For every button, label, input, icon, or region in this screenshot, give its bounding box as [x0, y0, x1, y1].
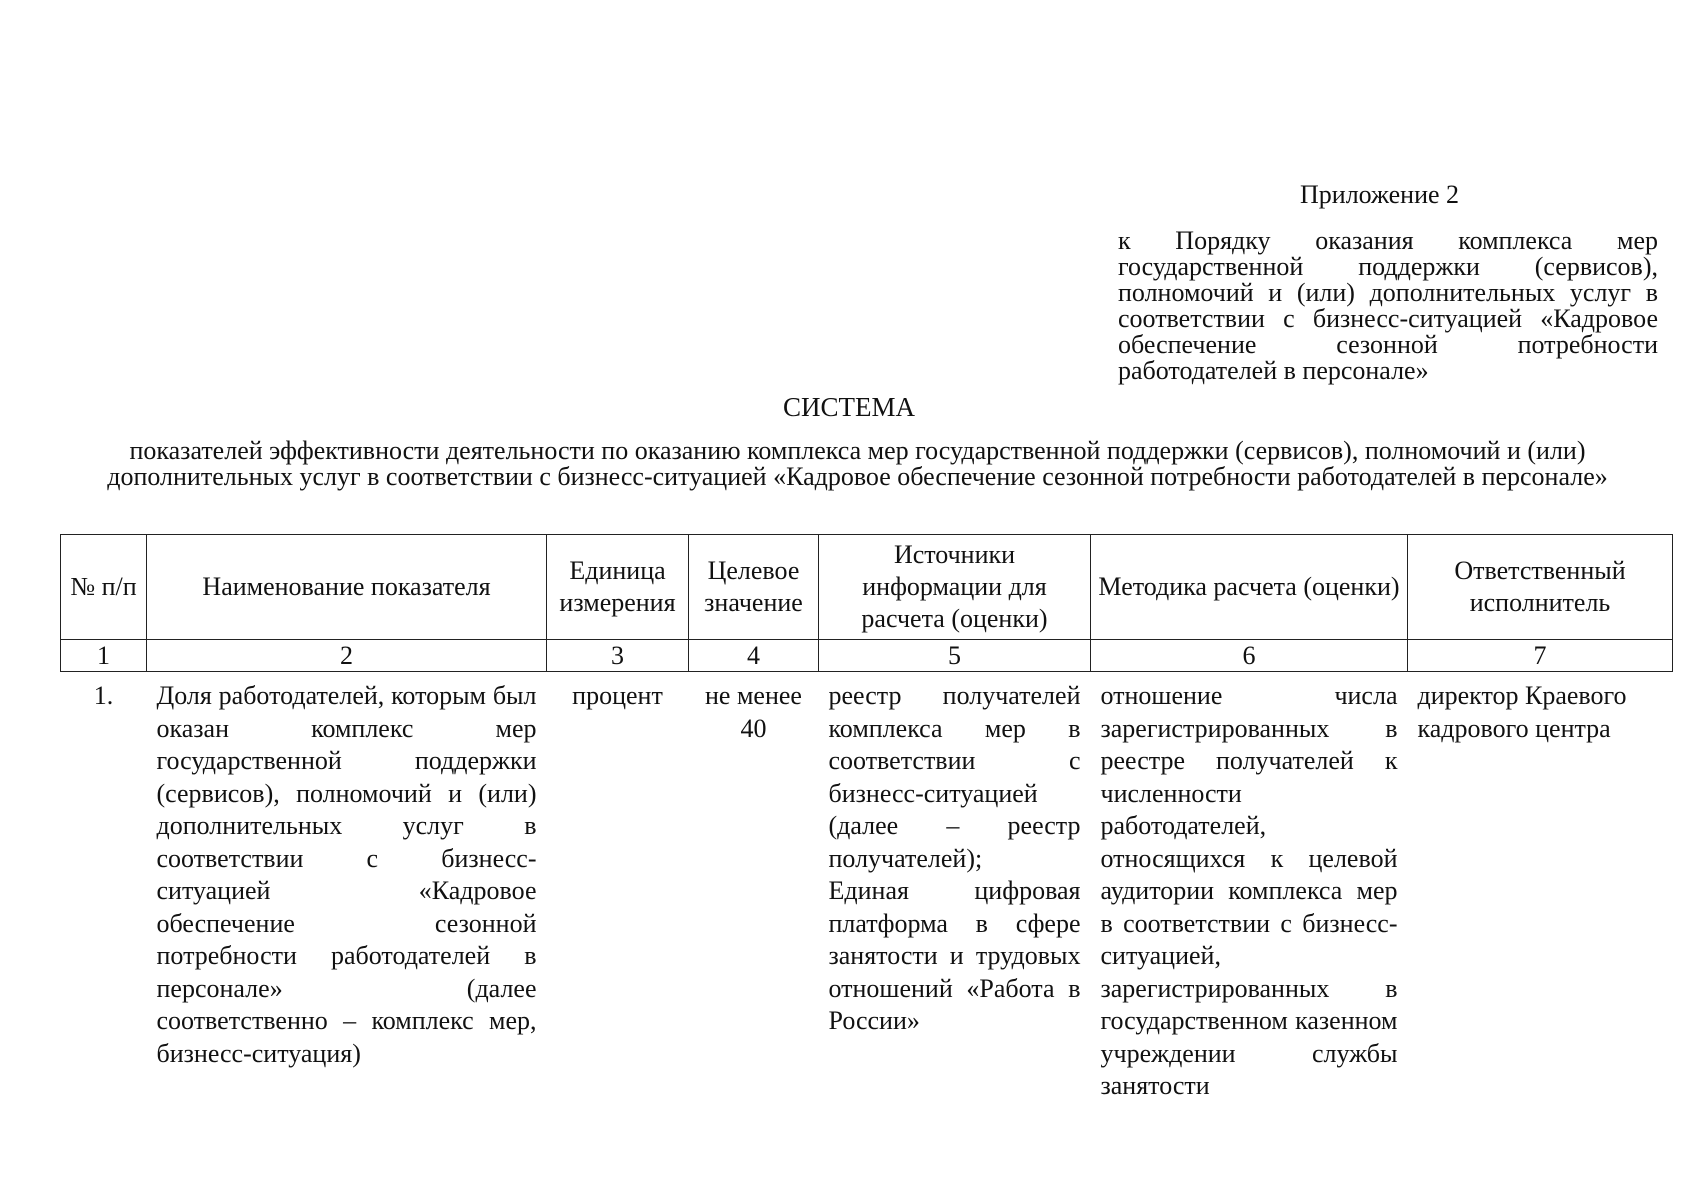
column-number: 2 [147, 640, 547, 672]
row-number: 1. [93, 681, 114, 710]
responsible-executor: директор Краевого кадрового центра [1417, 681, 1627, 743]
table-header-row [61, 535, 1673, 640]
column-number: 1 [61, 640, 147, 672]
target-value: не менее 40 [705, 681, 802, 743]
header-sources: Источники информации для расчета (оценки) [819, 535, 1091, 640]
column-number-row [61, 640, 1673, 672]
column-number: 4 [689, 640, 819, 672]
header-target-value: Целевое значение [689, 535, 819, 640]
unit-value: процент [572, 681, 663, 710]
sources-registry: реестр получателей комплекса мер в соответствии с бизнесс-ситуацией (далее – реестр получателей); [828, 681, 1081, 873]
column-number: 5 [819, 640, 1091, 672]
appendix-title: Приложение 2 [1300, 180, 1460, 209]
header-responsible: Ответственный исполнитель [1408, 535, 1673, 640]
header-number: № п/п [61, 535, 147, 640]
methodology-text: отношение числа зарегистрированных в реестре получателей к численности работодателей, относящихся к целевой аудитории комплекса мер в соответствии с бизнесс-ситуацией, зарегистрированных в государственном казенном учреждении службы занятости [1100, 681, 1398, 1100]
sources-cell [819, 672, 1091, 1103]
document-heading: СИСТЕМА [782, 392, 915, 422]
header-methodology: Методика расчета (оценки) [1091, 535, 1408, 640]
table-row [61, 672, 1673, 1103]
column-number: 3 [547, 640, 689, 672]
header-unit: Единица измерения [547, 535, 689, 640]
sources-platform: Единая цифровая платформа в сфере занятости и трудовых отношений «Работа в России» [828, 876, 1081, 1035]
header-indicator-name: Наименование показателя [147, 535, 547, 640]
indicators-table [60, 534, 1673, 1103]
appendix-reference: к Порядку оказания комплекса мер государственной поддержки (сервисов), полномочий и (или) дополнительных услуг в соответствии с бизнесс-ситуацией «Кадровое обеспечение сезонной потребности работодателей в персонале» [1118, 226, 1658, 385]
document-subheading: показателей эффективности деятельности по оказанию комплекса мер государственной поддержки (сервисов), полномочий и (или) дополнительных услуг в соответствии с бизнесс-ситуацией «Кадровое обеспечение сезонной потребности работодателей в персонале» [107, 436, 1608, 491]
indicator-name: Доля работодателей, которым был оказан комплекс мер государственной поддержки (сервисов), полномочий и (или) дополнительных услуг в соответствии с бизнесс-ситуацией «Кадровое обеспечение сезонной потребности работодателей в персонале» (далее соответственно – комплекс мер, бизнесс-ситуация) [156, 681, 537, 1068]
column-number: 7 [1408, 640, 1673, 672]
column-number: 6 [1091, 640, 1408, 672]
